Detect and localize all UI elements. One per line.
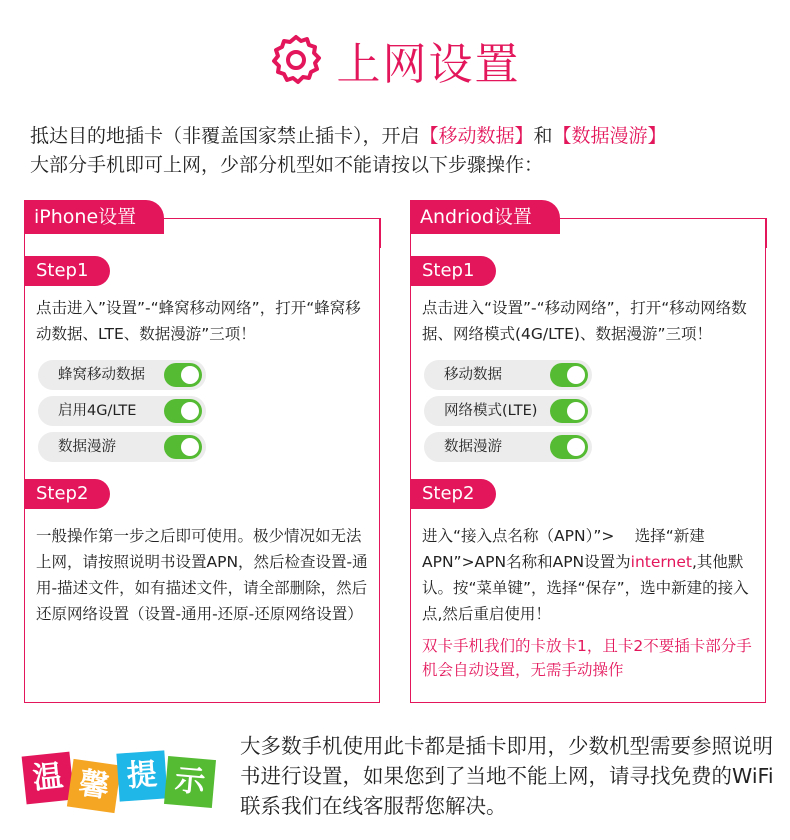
toggle-switch[interactable]	[164, 363, 202, 387]
android-panel-title: Andriod设置	[410, 200, 560, 234]
android-step2-text-part: ,其他默认。按“菜单键”，选择“保存”，选中新建的接入点,然后重启使用！	[422, 553, 749, 623]
toggle-knob	[181, 438, 199, 456]
iphone-panel	[24, 200, 380, 703]
apn-value-highlight: internet	[630, 553, 692, 571]
toggle-label: 蜂窝移动数据	[58, 367, 145, 383]
toggle-label: 数据漫游	[444, 439, 502, 455]
android-panel	[410, 200, 766, 703]
android-dual-sim-note: 双卡手机我们的卡放卡1，且卡2不要插卡部分手机会自动设置，无需手动操作	[422, 637, 752, 679]
toggle-knob	[181, 402, 199, 420]
android-step1-text: 点击进入“设置”-“移动网络”，打开“移动网络数据、网络模式(4G/LTE)、数据漫游”三项！	[422, 299, 747, 343]
iphone-step1-text: 点击进入”设置”-“蜂窝移动网络”，打开“蜂窝移动数据、LTE、数据漫游”三项！	[36, 299, 361, 343]
intro-text-part: 和	[533, 125, 553, 147]
toggle-knob	[567, 402, 585, 420]
gear-icon	[269, 33, 323, 87]
iphone-step2-label: Step2	[24, 479, 110, 509]
intro-highlight-mobile-data: 【移动数据】	[419, 125, 534, 147]
toggle-label: 数据漫游	[58, 439, 116, 455]
panel-top-line	[530, 218, 766, 219]
intro-text	[30, 122, 770, 180]
tip-badge-char: 提	[116, 750, 167, 801]
toggle-label: 移动数据	[444, 367, 502, 383]
toggle-knob	[181, 366, 199, 384]
toggle-knob	[567, 366, 585, 384]
toggle-switch[interactable]	[550, 435, 588, 459]
panel-corner	[369, 218, 381, 248]
panel-corner	[755, 218, 767, 248]
android-step2-text	[422, 523, 758, 627]
tip-badge-char: 示	[164, 756, 216, 808]
toggle-label: 网络模式(LTE)	[444, 403, 538, 419]
toggle-switch[interactable]	[164, 435, 202, 459]
android-step2-label: Step2	[410, 479, 496, 509]
warm-tip-text: 大多数手机使用此卡都是插卡即用，少数机型需要参照说明书进行设置，如果您到了当地不能上网，请寻找免费的WiFi联系我们在线客服帮您解决。	[240, 734, 774, 818]
iphone-toggle-lte[interactable]	[38, 396, 206, 426]
toggle-label: 启用4G/LTE	[58, 403, 137, 419]
iphone-step2-text: 一般操作第一步之后即可使用。极少情况如无法上网，请按照说明书设置APN，然后检查设置-通用-描述文件，如有描述文件，请全部删除，然后还原网络设置（设置-通用-还原-还原网络设置）	[36, 527, 368, 623]
android-step1-label: Step1	[410, 256, 496, 286]
toggle-switch[interactable]	[164, 399, 202, 423]
iphone-toggle-roaming[interactable]	[38, 432, 206, 462]
warm-tip-badge	[24, 738, 220, 812]
android-toggle-network-mode[interactable]	[424, 396, 592, 426]
intro-line-2: 大部分手机即可上网，少部分机型如不能请按以下步骤操作：	[30, 154, 544, 176]
android-toggle-roaming[interactable]	[424, 432, 592, 462]
page-title: 上网设置	[336, 39, 521, 90]
toggle-switch[interactable]	[550, 363, 588, 387]
intro-line-1	[30, 122, 770, 151]
intro-highlight-roaming: 【数据漫游】	[552, 125, 667, 147]
iphone-panel-title: iPhone设置	[24, 200, 164, 234]
panel-top-line	[144, 218, 380, 219]
page-header	[0, 28, 790, 92]
tip-badge-char: 温	[22, 752, 75, 805]
android-toggle-mobile-data[interactable]	[424, 360, 592, 390]
iphone-toggle-cellular-data[interactable]	[38, 360, 206, 390]
intro-text-part: 抵达目的地插卡（非覆盖国家禁止插卡），开启	[30, 125, 420, 147]
iphone-step1-label: Step1	[24, 256, 110, 286]
android-step2-text-part: 进入“接入点名称（APN）”> 选择“新建APN”>APN名称和APN设置为	[422, 527, 705, 571]
toggle-switch[interactable]	[550, 399, 588, 423]
tip-badge-char: 馨	[67, 759, 121, 813]
toggle-knob	[567, 438, 585, 456]
